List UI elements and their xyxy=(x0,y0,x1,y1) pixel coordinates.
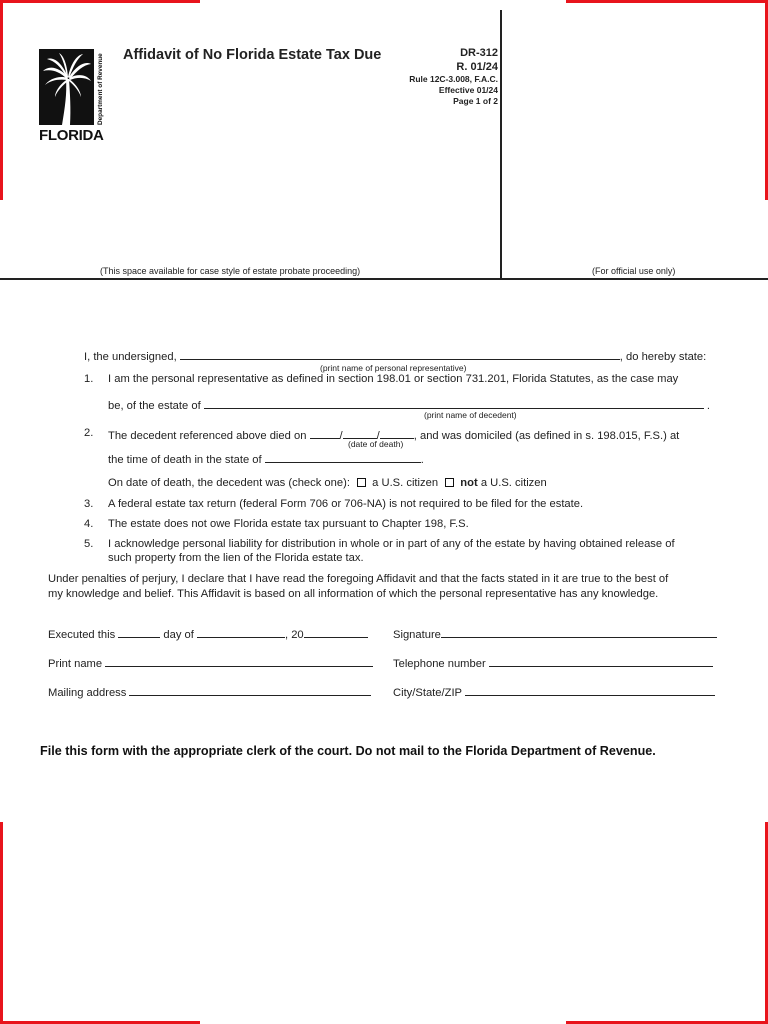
telephone-label: Telephone number xyxy=(393,658,486,670)
logo-wordmark: FLORIDA xyxy=(39,127,104,144)
form-title: Affidavit of No Florida Estate Tax Due xyxy=(123,47,382,63)
day-of-label: day of xyxy=(163,629,194,641)
item-2-end: . xyxy=(420,454,424,466)
corner-mark-top-left-h xyxy=(0,0,200,3)
print-name-line xyxy=(48,655,373,670)
not-us-citizen-option: a U.S. citizen xyxy=(480,477,547,489)
telephone-field[interactable] xyxy=(489,655,713,667)
corner-mark-bottom-left-v xyxy=(0,822,3,1024)
page-indicator: Page 1 of 2 xyxy=(453,96,498,106)
decedent-name-hint: (print name of decedent) xyxy=(424,410,517,420)
form-effective-date: Effective 01/24 xyxy=(438,85,498,95)
item-2-text: The decedent referenced above died on xyxy=(108,430,307,442)
item-1-continuation xyxy=(108,397,710,412)
date-slash: / xyxy=(376,430,380,442)
decedent-name-field[interactable] xyxy=(204,397,704,409)
item-2-cont-text: the time of death in the state of xyxy=(108,454,262,466)
domicile-state-field[interactable] xyxy=(265,451,421,463)
item-2-continuation xyxy=(108,451,424,466)
representative-name-hint: (print name of personal representative) xyxy=(320,363,467,373)
item-2-mid: , and was domiciled (as defined in s. 198.015, F.S.) at xyxy=(413,430,680,442)
corner-mark-top-right-h xyxy=(566,0,768,3)
signature-line xyxy=(393,626,717,641)
us-citizen-option: a U.S. citizen xyxy=(372,477,439,489)
filing-instructions: File this form with the appropriate clerk of the court. Do not mail to the Florida Department of Revenue. xyxy=(40,744,656,758)
form-rule: Rule 12C-3.008, F.A.C. xyxy=(409,74,498,84)
item-4-text: The estate does not owe Florida estate tax pursuant to Chapter 198, F.S. xyxy=(108,518,469,530)
date-slash: / xyxy=(339,430,343,442)
item-3-text: A federal estate tax return (federal Form 706 or 706-NA) is not required to be filed for the estate. xyxy=(108,498,584,510)
print-name-field[interactable] xyxy=(105,655,373,667)
death-date-hint: (date of death) xyxy=(348,439,404,449)
mailing-address-label: Mailing address xyxy=(48,687,127,699)
death-day-field[interactable] xyxy=(343,427,377,439)
header-divider-vertical xyxy=(500,10,502,278)
year-prefix: , 20 xyxy=(284,629,304,641)
not-us-citizen-checkbox[interactable] xyxy=(445,478,454,487)
item-1-text: I am the personal representative as defined in section 198.01 or section 731.201, Florida Statutes, as the case may xyxy=(108,373,679,385)
telephone-line xyxy=(393,655,713,670)
executed-year-field[interactable] xyxy=(304,626,368,638)
item-5-line-1: I acknowledge personal liability for distribution in whole or in part of any of the estate by having obtained release of xyxy=(108,538,675,550)
representative-name-field[interactable] xyxy=(180,348,620,360)
item-4-number: 4. xyxy=(84,518,94,530)
citizenship-label: On date of death, the decedent was (check one): xyxy=(108,477,350,489)
city-state-zip-field[interactable] xyxy=(465,684,715,696)
svg-text:Department of Revenue: Department of Revenue xyxy=(97,53,104,125)
city-state-zip-label: City/State/ZIP xyxy=(393,687,462,699)
item-1-cont-text: be, of the estate of xyxy=(108,400,201,412)
mailing-address-field[interactable] xyxy=(129,684,371,696)
signature-field[interactable] xyxy=(441,626,717,638)
perjury-line-2: my knowledge and belief. This Affidavit is based on all information of which the personal representative has any knowledge. xyxy=(48,588,659,600)
item-2-number: 2. xyxy=(84,427,94,439)
us-citizen-checkbox[interactable] xyxy=(357,478,366,487)
death-month-field[interactable] xyxy=(310,427,340,439)
executed-label: Executed this xyxy=(48,629,116,641)
signature-label: Signature xyxy=(393,629,441,641)
header-divider-horizontal xyxy=(0,278,768,280)
death-year-field[interactable] xyxy=(380,427,414,439)
item-5-line-2: such property from the lien of the Florida estate tax. xyxy=(108,552,364,564)
florida-dor-logo xyxy=(39,49,105,145)
form-number: DR-312 xyxy=(460,47,498,59)
form-revision: R. 01/24 xyxy=(456,61,498,73)
not-emphasis: not xyxy=(460,477,478,489)
intro-line xyxy=(84,348,706,363)
print-name-label: Print name xyxy=(48,658,103,670)
executed-month-field[interactable] xyxy=(197,626,285,638)
item-1-end: . xyxy=(706,400,711,412)
official-use-caption: (For official use only) xyxy=(592,266,676,276)
item-5-number: 5. xyxy=(84,538,94,550)
item-1-number: 1. xyxy=(84,373,94,385)
corner-mark-top-left-v xyxy=(0,0,3,200)
executed-line xyxy=(48,626,368,641)
mailing-address-line xyxy=(48,684,371,699)
citizenship-line xyxy=(108,477,547,489)
item-3-number: 3. xyxy=(84,498,94,510)
perjury-line-1: Under penalties of perjury, I declare that I have read the foregoing Affidavit and that the facts stated in it are true to the best of xyxy=(48,573,669,585)
city-state-zip-line xyxy=(393,684,715,699)
intro-end-text: , do hereby state: xyxy=(619,351,707,363)
case-style-caption: (This space available for case style of estate probate proceeding) xyxy=(100,266,361,276)
executed-day-field[interactable] xyxy=(118,626,160,638)
intro-text: I, the undersigned, xyxy=(84,351,177,363)
